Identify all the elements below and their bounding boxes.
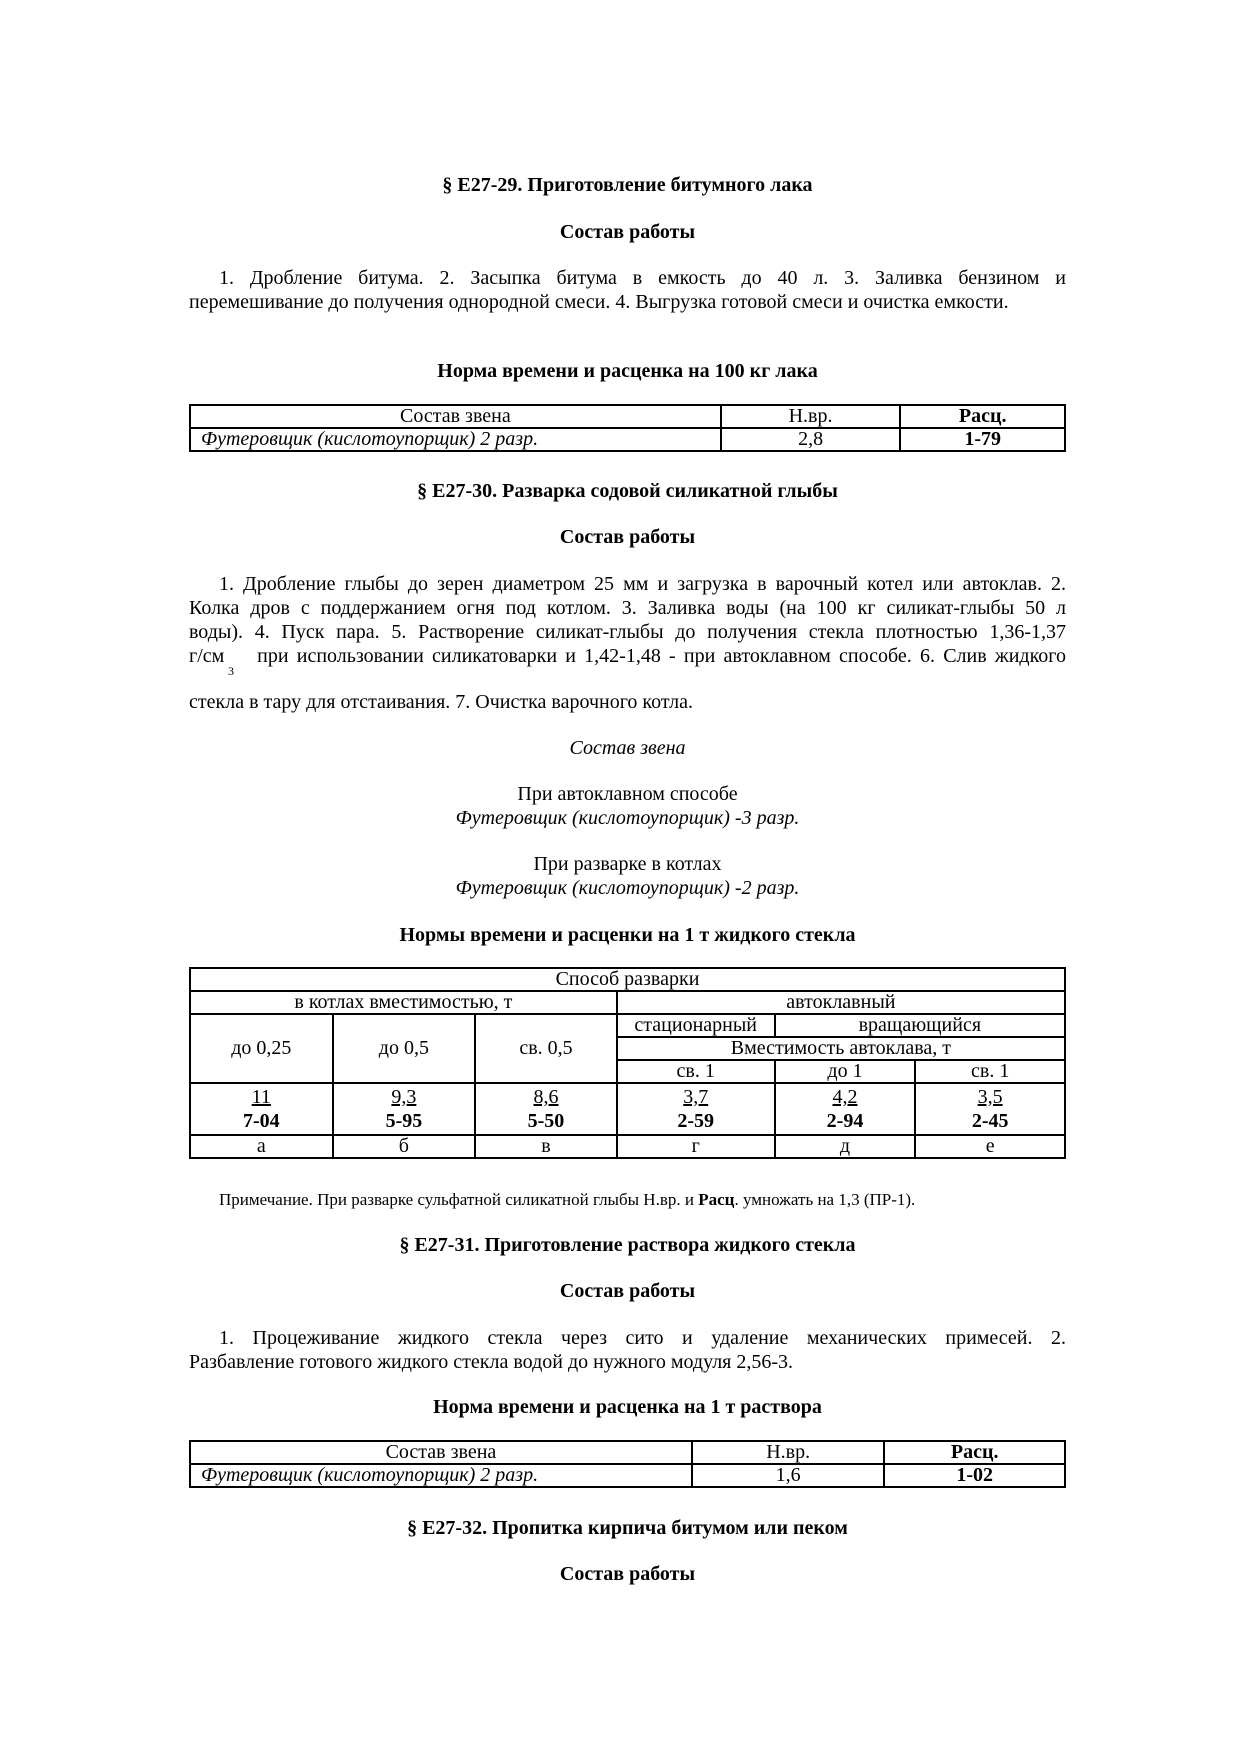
header-rate: Расц. (900, 405, 1065, 428)
column-letter: е (915, 1135, 1065, 1158)
time-value: 3,5 (977, 1086, 1003, 1108)
work-composition-line: 1. Дробление битума. 2. Засыпка битума в емкость до 40 л. 3. Заливка бензином и (219, 267, 1066, 289)
work-composition-line: воды). 4. Пуск пара. 5. Растворение силикат-глыбы до получения стекла плотностью 1,36-1,37 (189, 621, 1066, 643)
norm-heading: Норма времени и расценка на 100 кг лака (437, 360, 818, 382)
value-cell (190, 1083, 333, 1135)
header-capacity-5: до 1 (775, 1060, 916, 1083)
column-letter: г (617, 1135, 775, 1158)
norm-table-e27-31 (189, 1440, 1066, 1488)
superscript-3: 3 (228, 664, 234, 678)
table-note (219, 1188, 1069, 1212)
time-value: 3,7 (683, 1086, 709, 1108)
work-composition-line: Колка дров с поддержанием огня под котлом. 3. Заливка воды (на 100 кг силикат-глыбы 50 л (189, 597, 1066, 619)
cell-time: 2,8 (721, 428, 901, 451)
cell-rate: 1-79 (900, 428, 1065, 451)
norm-table-e27-29 (189, 404, 1066, 452)
autoclave-worker: Футеровщик (кислотоупорщик) -3 разр. (455, 807, 800, 829)
work-composition-line: 1. Процеживание жидкого стекла через сито и удаление механических примесей. 2. (219, 1327, 1066, 1349)
header-autoclave-capacity: Вместимость автоклава, т (617, 1037, 1065, 1060)
work-composition-line: г/см при использовании силикатоварки и 1,42-1,48 - при автоклавном способе. 6. Слив жидкого (189, 645, 1066, 667)
work-composition-heading: Состав работы (559, 526, 696, 548)
autoclave-method-label: При автоклавном способе (517, 783, 738, 805)
norm-heading: Нормы времени и расценки на 1 т жидкого стекла (399, 924, 856, 946)
work-composition-heading: Состав работы (559, 1563, 696, 1585)
header-crew: Состав звена (190, 405, 721, 428)
time-value: 8,6 (533, 1086, 559, 1108)
note-text: Примечание. При разварке сульфатной силикатной глыбы Н.вр. и (219, 1190, 699, 1209)
header-boilers: в котлах вместимостью, т (190, 991, 617, 1014)
work-composition-line: Разбавление готового жидкого стекла водой до нужного модуля 2,56-3. (189, 1351, 794, 1373)
header-capacity-2: до 0,5 (333, 1014, 476, 1083)
value-cell (775, 1083, 916, 1135)
header-method: Способ разварки (190, 968, 1065, 991)
header-rotating: вращающийся (775, 1014, 1065, 1037)
work-composition-heading: Состав работы (559, 221, 696, 243)
rate-value: 7-04 (242, 1110, 280, 1132)
column-letter: д (775, 1135, 916, 1158)
rate-value: 5-50 (527, 1110, 565, 1132)
header-time: Н.вр. (692, 1441, 885, 1464)
norm-table-e27-30 (189, 967, 1066, 1159)
work-composition-line: перемешивание до получения однородной смеси. 4. Выгрузка готовой смеси и очистка емкости. (189, 291, 1009, 313)
rate-value: 5-95 (385, 1110, 423, 1132)
crew-heading: Состав звена (569, 737, 686, 759)
time-value: 4,2 (832, 1086, 858, 1108)
header-crew: Состав звена (190, 1441, 692, 1464)
cell-crew: Футеровщик (кислотоупорщик) 2 разр. (190, 428, 721, 451)
header-rate: Расц. (884, 1441, 1065, 1464)
header-stationary: стационарный (617, 1014, 775, 1037)
note-text: . умножать на 1,3 (ПР-1). (734, 1190, 916, 1209)
work-composition-heading: Состав работы (559, 1280, 696, 1302)
column-letter: б (333, 1135, 476, 1158)
boiler-worker: Футеровщик (кислотоупорщик) -2 разр. (455, 877, 800, 899)
section-title-e27-32: § Е27-32. Пропитка кирпича битумом или пеком (407, 1517, 848, 1539)
section-title-e27-30: § Е27-30. Разварка содовой силикатной глыбы (417, 480, 838, 502)
section-title-e27-29: § Е27-29. Приготовление битумного лака (442, 174, 813, 196)
section-title-e27-31: § Е27-31. Приготовление раствора жидкого стекла (399, 1234, 856, 1256)
rate-value: 2-59 (677, 1110, 715, 1132)
value-cell (915, 1083, 1065, 1135)
time-value: 9,3 (391, 1086, 417, 1108)
header-autoclave: автоклавный (617, 991, 1065, 1014)
value-cell (617, 1083, 775, 1135)
cell-crew: Футеровщик (кислотоупорщик) 2 разр. (190, 1464, 692, 1487)
value-cell (333, 1083, 476, 1135)
header-capacity-4: св. 1 (617, 1060, 775, 1083)
header-capacity-1: до 0,25 (190, 1014, 333, 1083)
cell-rate: 1-02 (884, 1464, 1065, 1487)
work-composition-line: 1. Дробление глыбы до зерен диаметром 25 мм и загрузка в варочный котел или автоклав. 2. (219, 573, 1066, 595)
work-composition-line: стекла в тару для отстаивания. 7. Очистка варочного котла. (189, 691, 693, 713)
column-letter: в (475, 1135, 617, 1158)
rate-value: 2-45 (971, 1110, 1009, 1132)
value-cell (475, 1083, 617, 1135)
cell-time: 1,6 (692, 1464, 885, 1487)
header-capacity-6: св. 1 (915, 1060, 1065, 1083)
note-bold: Расц (698, 1190, 735, 1209)
rate-value: 2-94 (826, 1110, 864, 1132)
header-time: Н.вр. (721, 405, 901, 428)
header-capacity-3: св. 0,5 (475, 1014, 617, 1083)
norm-heading: Норма времени и расценка на 1 т раствора (433, 1396, 822, 1418)
boiler-method-label: При разварке в котлах (533, 853, 722, 875)
column-letter: а (190, 1135, 333, 1158)
time-value: 11 (251, 1086, 271, 1108)
